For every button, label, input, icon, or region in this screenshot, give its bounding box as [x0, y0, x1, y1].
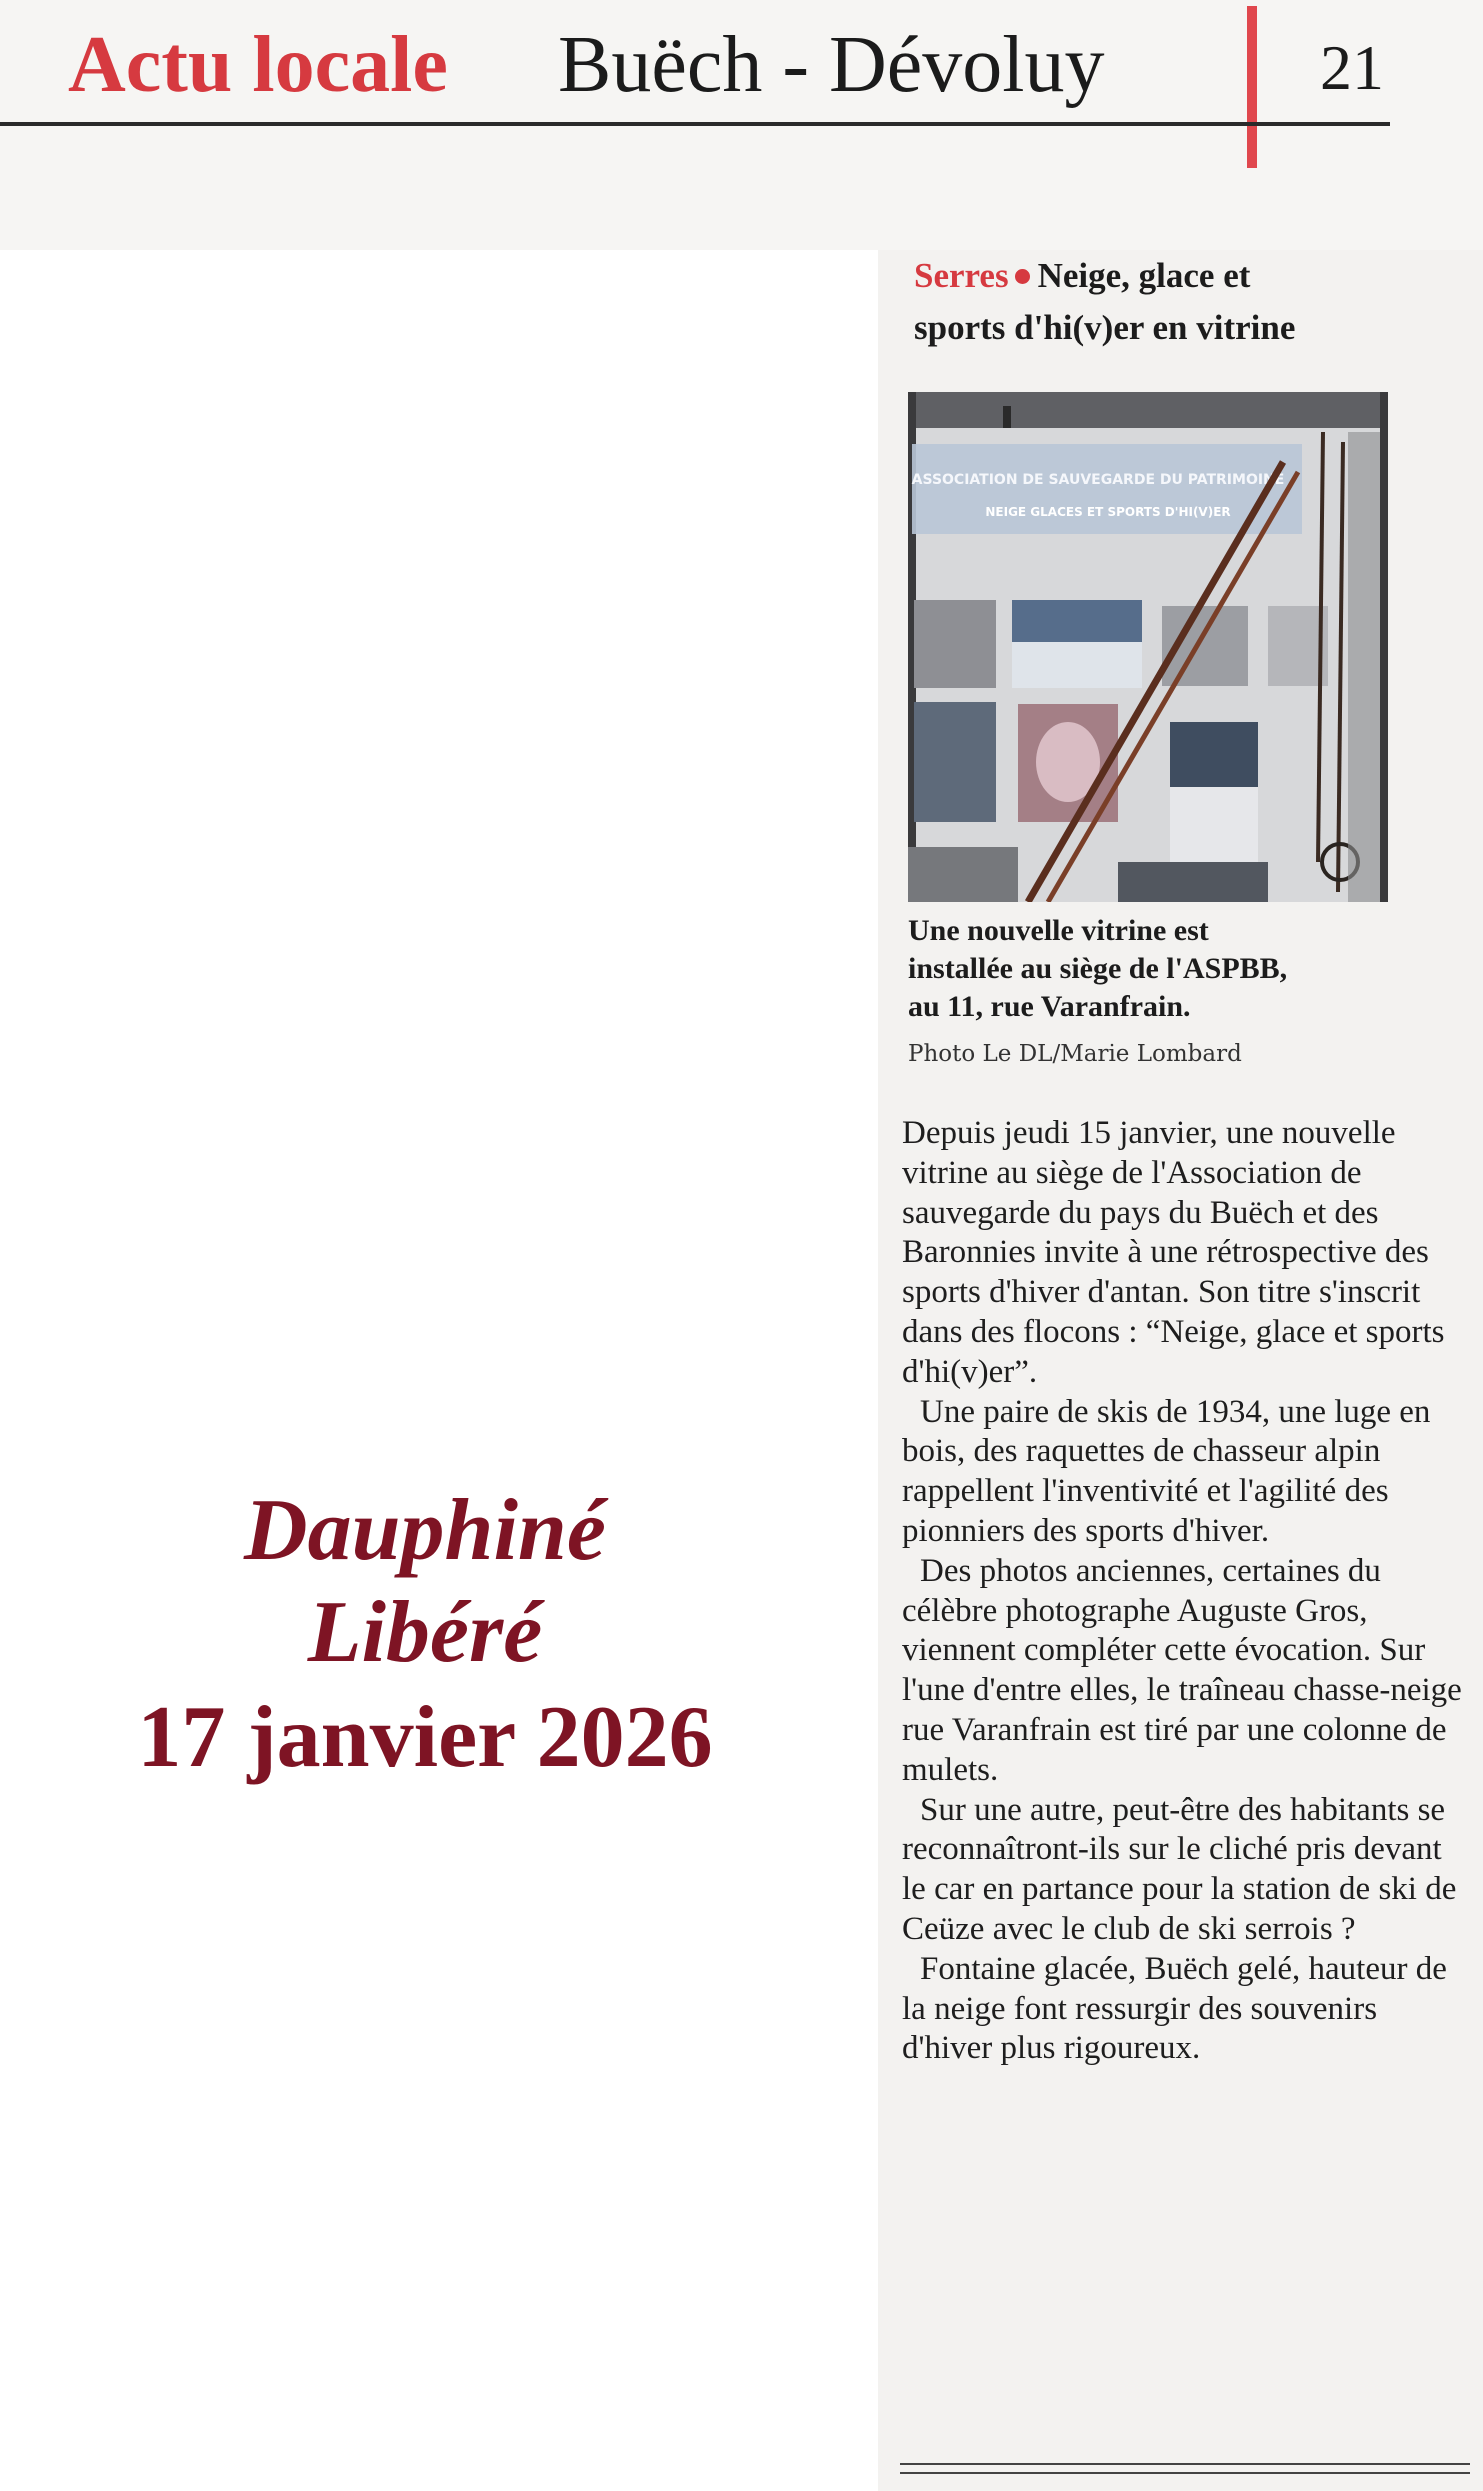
banner-line-1: ASSOCIATION DE SAUVEGARDE DU PATRIMOINE — [911, 472, 1285, 488]
caption-line-2: installée au siège de l'ASPBB, — [908, 952, 1288, 985]
article-column — [878, 250, 1483, 2491]
photo-credit: Photo Le DL/Marie Lombard — [908, 1041, 1242, 1067]
article-photo — [908, 392, 1388, 902]
page-number: 21 — [1320, 32, 1384, 103]
article-paragraph: Une paire de skis de 1934, une luge en bois, des raquettes de chasseur alpin rappellent l'inventivité et l'agilité des pionniers des sports d'hiver. — [902, 1393, 1431, 1549]
article-body — [902, 1114, 1468, 2069]
bottom-rule — [900, 2463, 1470, 2465]
bottom-rule — [900, 2472, 1470, 2474]
photo-caption — [908, 912, 1478, 1026]
bullet-dot-icon — [1015, 269, 1030, 284]
publication-date: 17 janvier 2026 — [137, 1689, 713, 1786]
article-paragraph: Fontaine glacée, Buëch gelé, hauteur de la neige font ressurgir des souvenirs d'hiver plus rigoureux. — [902, 1950, 1447, 2067]
article-headline — [914, 250, 1474, 354]
headline-line-1: Neige, glace et — [1037, 256, 1251, 295]
banner-line-2: NEIGE GLACES ET SPORTS D'HI(V)ER — [985, 505, 1231, 519]
caption-line-1: Une nouvelle vitrine est — [908, 914, 1209, 947]
source-annotation — [40, 1480, 810, 1792]
header-rule — [0, 122, 1390, 126]
publication-name-line-2: Libéré — [307, 1584, 543, 1681]
publication-name-line-1: Dauphiné — [244, 1482, 606, 1579]
article-location: Serres — [914, 256, 1009, 295]
article-paragraph: Depuis jeudi 15 janvier, une nouvelle vitrine au siège de l'Association de sauvegarde du pays du Buëch et des Baronnies invite à une rétrospective des sports d'hiver d'antan. Son titre s'inscrit dans des flocons : “Neige, glace et sports d'hi(v)er”. — [902, 1115, 1445, 1390]
article-paragraph: Des photos anciennes, certaines du célèbre photographe Auguste Gros, viennent compléter cette évocation. Sur l'une d'entre elles, le traîneau chasse-neige rue Varanfrain est tiré par une colonne de mulets. — [902, 1552, 1462, 1788]
shop-window-illustration — [908, 392, 1388, 902]
section-title: Actu locale — [68, 21, 448, 109]
page-header — [0, 0, 1483, 250]
region-title: Buëch - Dévoluy — [558, 21, 1105, 109]
caption-line-3: au 11, rue Varanfrain. — [908, 990, 1191, 1023]
header-divider — [1247, 6, 1257, 168]
headline-line-2: sports d'hi(v)er en vitrine — [914, 308, 1296, 347]
article-paragraph: Sur une autre, peut-être des habitants se reconnaîtront-ils sur le cliché pris devant le car en partance pour la station de ski de Ceüze avec le club de ski serrois ? — [902, 1791, 1457, 1947]
